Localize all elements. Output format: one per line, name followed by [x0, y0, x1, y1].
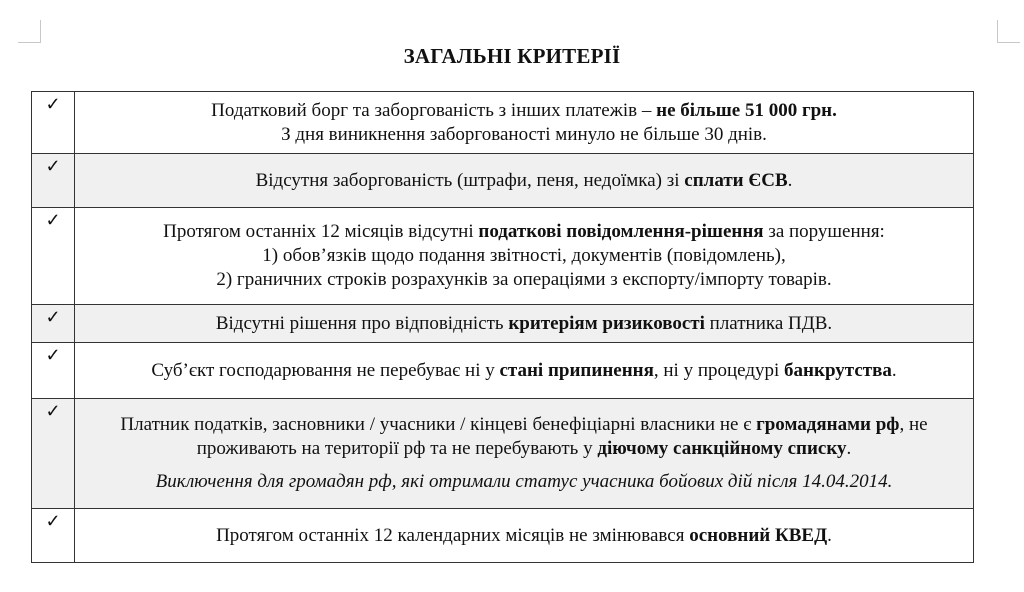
criterion-emphasis: критеріям ризиковості	[508, 312, 705, 334]
criterion-cell	[75, 154, 974, 208]
criterion-text: , ні у процедурі	[653, 359, 785, 381]
criterion-cell	[75, 208, 974, 305]
table-row	[32, 92, 974, 154]
criterion-cell	[75, 509, 974, 563]
criterion-note: Виключення для громадян рф, які отримали статус учасника бойових дій після 14.04.2014.	[155, 471, 893, 492]
table-row	[32, 154, 974, 208]
criterion-text: Відсутня заборгованість (штрафи, пеня, недоїмка) зі	[255, 169, 685, 191]
criterion-emphasis: основний КВЕД	[689, 524, 828, 546]
criterion-emphasis: не більше 51 000 грн.	[656, 99, 837, 121]
criterion-text: З дня виникнення заборгованості минуло не більше 30 днів.	[281, 123, 767, 145]
criterion-text: Платник податків, засновники / учасники / кінцеві бенефіціарні власники не є	[120, 414, 757, 435]
check-icon: ✓	[32, 305, 75, 343]
criterion-emphasis: громадянами рф	[756, 414, 900, 435]
criterion-emphasis: стані припинення	[499, 359, 654, 381]
criterion-text: .	[891, 359, 897, 381]
check-icon: ✓	[32, 208, 75, 305]
criterion-text: .	[846, 438, 852, 459]
criterion-emphasis: сплати ЄСВ	[684, 169, 788, 191]
table-row	[32, 399, 974, 509]
criterion-list-item: 1) обов’язків щодо подання звітності, документів (повідомлень),	[262, 245, 786, 266]
criterion-text: платника ПДВ.	[704, 312, 833, 334]
criterion-cell	[75, 305, 974, 343]
table-row	[32, 305, 974, 343]
check-icon: ✓	[32, 509, 75, 563]
criterion-text: за порушення:	[763, 221, 885, 242]
criterion-list-item: 2) граничних строків розрахунків за операціями з експорту/імпорту товарів.	[216, 269, 832, 290]
criterion-text: Відсутні рішення про відповідність	[215, 312, 509, 334]
criterion-cell	[75, 343, 974, 399]
check-icon: ✓	[32, 154, 75, 208]
criterion-cell	[75, 399, 974, 509]
criterion-text: .	[787, 169, 793, 191]
criterion-text: Податковий борг та заборгованість з інших платежів –	[211, 99, 657, 121]
criterion-emphasis: податкові повідомлення-рішення	[478, 221, 764, 242]
page-corner-mark-right	[997, 20, 1020, 43]
page-corner-mark-left	[18, 20, 41, 43]
criterion-cell	[75, 92, 974, 154]
table-row	[32, 208, 974, 305]
table-row	[32, 509, 974, 563]
table-row	[32, 343, 974, 399]
criteria-table	[31, 91, 974, 563]
criterion-emphasis: банкрутства	[784, 359, 892, 381]
page-title: ЗАГАЛЬНІ КРИТЕРІЇ	[403, 44, 621, 68]
criterion-text: Суб’єкт господарювання не перебуває ні у	[151, 359, 500, 381]
criterion-text: Протягом останніх 12 місяців відсутні	[163, 221, 479, 242]
criterion-text: .	[827, 524, 832, 546]
check-icon: ✓	[32, 399, 75, 509]
criterion-text: Протягом останніх 12 календарних місяців не змінювався	[216, 524, 690, 546]
check-icon: ✓	[32, 92, 75, 154]
criterion-emphasis: діючому санкційному списку	[597, 438, 847, 459]
criterion-text: , не проживають на території рф та не перебувають у	[196, 414, 928, 459]
check-icon: ✓	[32, 343, 75, 399]
